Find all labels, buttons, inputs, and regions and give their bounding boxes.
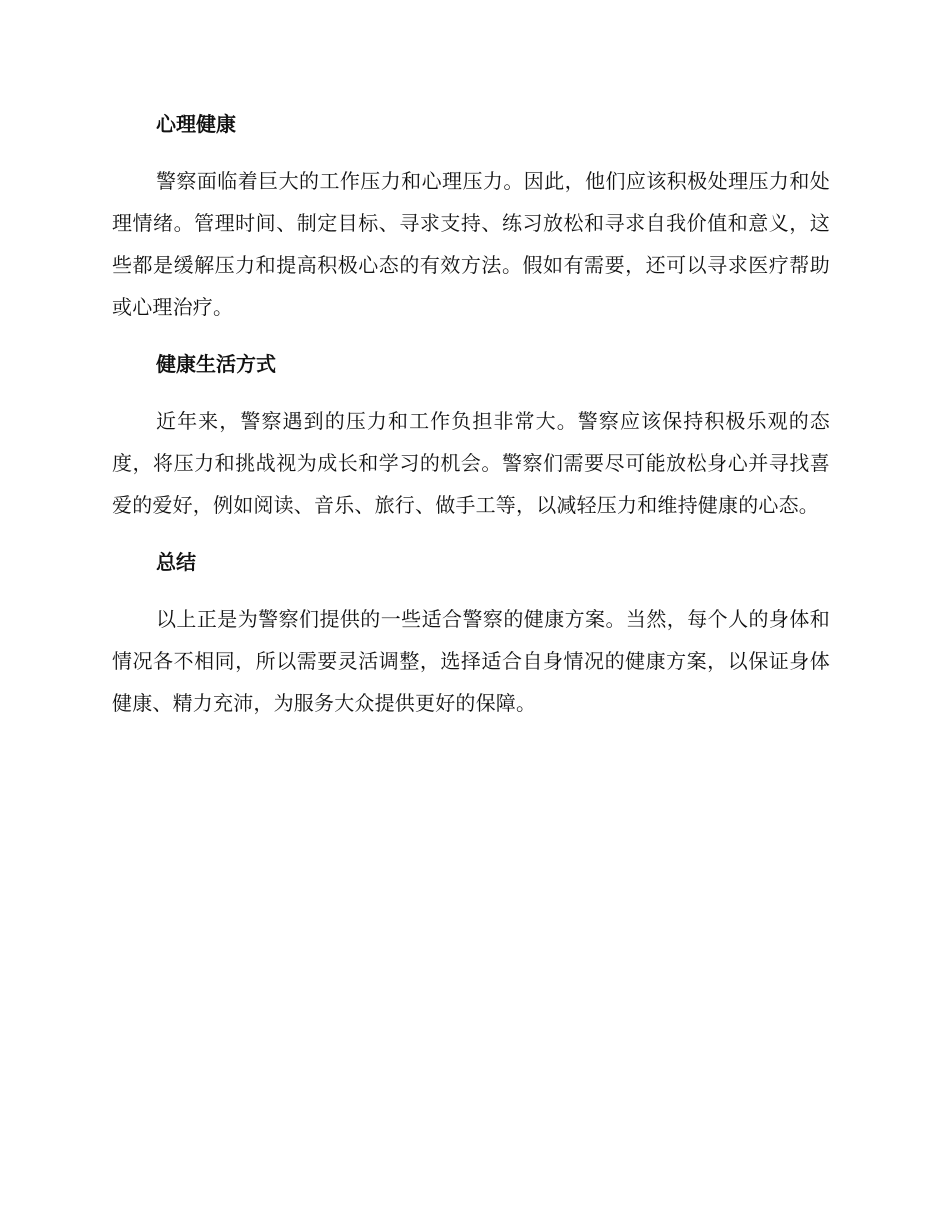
section-heading: 总结 xyxy=(156,550,196,574)
section-paragraph: 近年来，警察遇到的压力和工作负担非常大。警察应该保持积极乐观的态度，将压力和挑战视为成长和学习的机会。警察们需要尽可能放松身心并寻找喜爱的爱好，例如阅读、音乐、旅行、做手工等，以减轻压力和维持健康的心态。 xyxy=(112,409,830,517)
section-paragraph: 以上正是为警察们提供的一些适合警察的健康方案。当然，每个人的身体和情况各不相同，所以需要灵活调整，选择适合自身情况的健康方案，以保证身体健康、精力充沛，为服务大众提供更好的保障。 xyxy=(112,607,830,715)
section-paragraph: 警察面临着巨大的工作压力和心理压力。因此，他们应该积极处理压力和处理情绪。管理时间、制定目标、寻求支持、练习放松和寻求自我价值和意义，这些都是缓解压力和提高积极心态的有效方法。假如有需要，还可以寻求医疗帮助或心理治疗。 xyxy=(112,169,830,319)
section-summary xyxy=(112,548,830,724)
section-heading: 心理健康 xyxy=(156,112,236,136)
section-healthy-lifestyle xyxy=(112,350,830,526)
section-heading: 健康生活方式 xyxy=(156,352,276,376)
section-mental-health xyxy=(112,110,830,328)
